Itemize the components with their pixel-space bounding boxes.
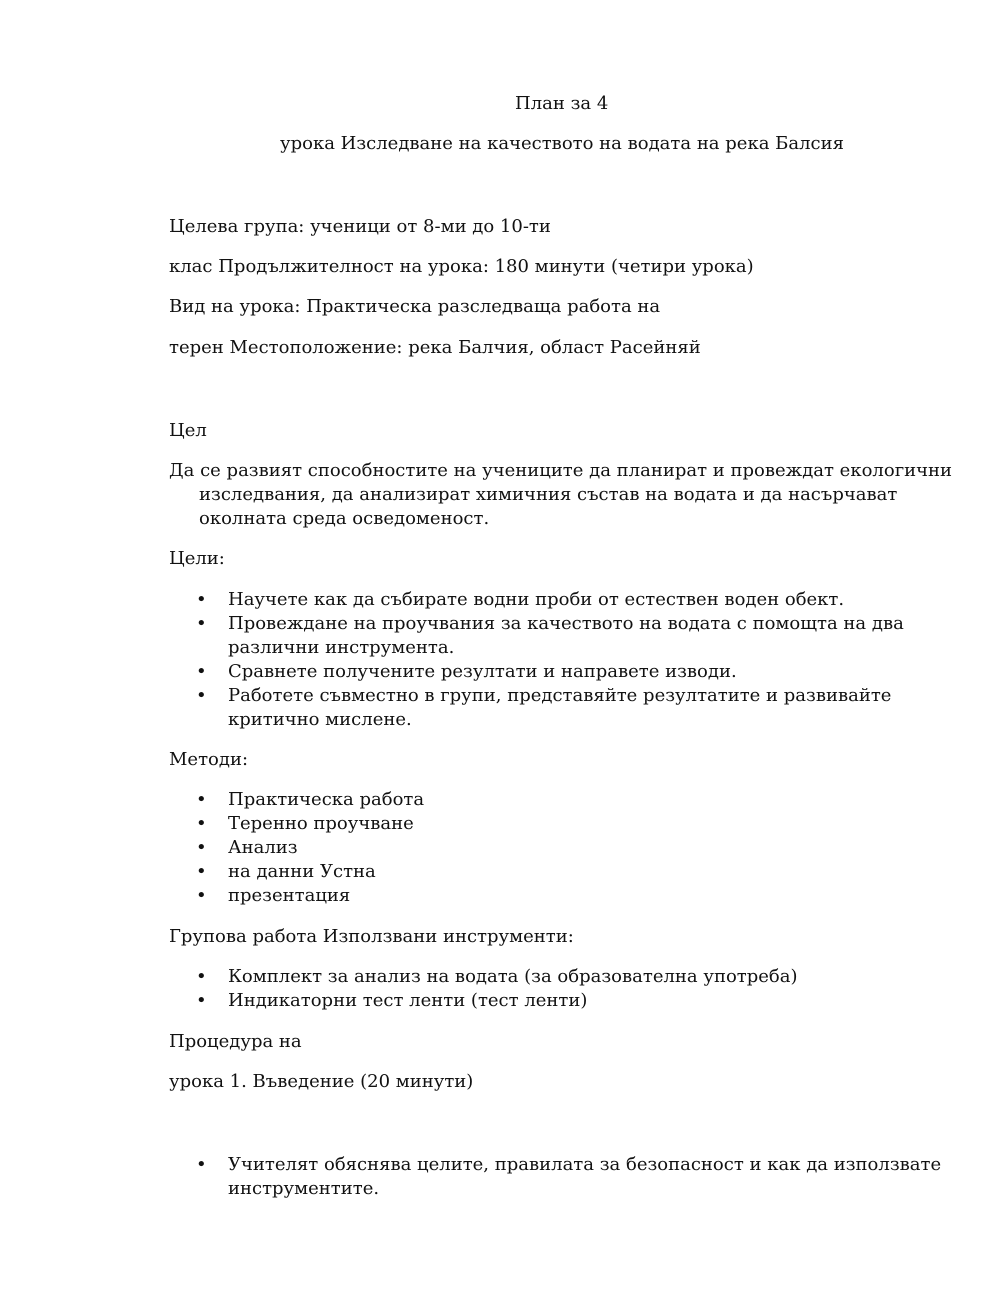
list-item-text: на данни Устна xyxy=(228,861,376,882)
list-item xyxy=(196,612,956,660)
bullet-icon: • xyxy=(196,661,207,682)
procedure-list xyxy=(196,1153,956,1201)
procedure-heading-line-2: урока 1. Въведение (20 минути) xyxy=(169,1071,474,1092)
bullet-icon: • xyxy=(196,1154,207,1175)
list-item-text: Научете как да събирате водни проби от естествен воден обект. xyxy=(228,589,845,610)
title-line-2: урока Изследване на качеството на водата на река Балсия xyxy=(280,133,844,154)
bullet-icon: • xyxy=(196,837,207,858)
list-item-text: Учителят обяснява целите, правилата за безопасност и как да използвате инструментите. xyxy=(228,1154,942,1199)
bullet-icon: • xyxy=(196,885,207,906)
bullet-icon: • xyxy=(196,990,207,1011)
bullet-icon: • xyxy=(196,861,207,882)
list-item xyxy=(196,812,956,836)
list-item xyxy=(196,1153,956,1201)
list-item-text: Теренно проучване xyxy=(228,813,414,834)
list-item-text: Сравнете получените резултати и направете изводи. xyxy=(228,661,737,682)
list-item-text: Анализ xyxy=(228,837,298,858)
objectives-heading: Цели: xyxy=(169,548,225,569)
bullet-icon: • xyxy=(196,685,207,706)
list-item-text: презентация xyxy=(228,885,351,906)
list-item xyxy=(196,989,956,1013)
tools-list xyxy=(196,965,956,1013)
list-item xyxy=(196,788,956,812)
list-item xyxy=(196,588,956,612)
tools-heading: Групова работа Използвани инструменти: xyxy=(169,926,574,947)
methods-list xyxy=(196,788,956,908)
list-item-text: Индикаторни тест ленти (тест ленти) xyxy=(228,990,588,1011)
goal-text: Да се развият способностите на учениците да планират и провеждат екологични изследвания, да анализират химичния състав на водата и да насърчават околната среда осведоменост. xyxy=(169,460,953,529)
duration-line: клас Продължителност на урока: 180 минути (четири урока) xyxy=(169,256,754,277)
list-item xyxy=(196,860,956,884)
lesson-type-line: Вид на урока: Практическа разследваща работа на xyxy=(169,296,661,317)
list-item xyxy=(196,836,956,860)
goal-heading: Цел xyxy=(169,420,207,441)
bullet-icon: • xyxy=(196,613,207,634)
methods-heading: Методи: xyxy=(169,749,249,770)
title-line-1: План за 4 xyxy=(515,93,609,114)
bullet-icon: • xyxy=(196,789,207,810)
location-line: терен Местоположение: река Балчия, област Расейняй xyxy=(169,337,701,358)
bullet-icon: • xyxy=(196,966,207,987)
objectives-list xyxy=(196,588,956,732)
list-item xyxy=(196,965,956,989)
procedure-heading-line-1: Процедура на xyxy=(169,1031,302,1052)
list-item xyxy=(196,884,956,908)
list-item-text: Практическа работа xyxy=(228,789,425,810)
list-item-text: Провеждане на проучвания за качеството на водата с помощта на два различни инструмента. xyxy=(228,613,904,658)
list-item xyxy=(196,660,956,684)
list-item-text: Комплект за анализ на водата (за образователна употреба) xyxy=(228,966,798,987)
list-item xyxy=(196,684,956,732)
target-group-line: Целева група: ученици от 8-ми до 10-ти xyxy=(169,216,551,237)
bullet-icon: • xyxy=(196,813,207,834)
bullet-icon: • xyxy=(196,589,207,610)
list-item-text: Работете съвместно в групи, представяйте резултатите и развивайте критично мислене. xyxy=(228,685,892,730)
